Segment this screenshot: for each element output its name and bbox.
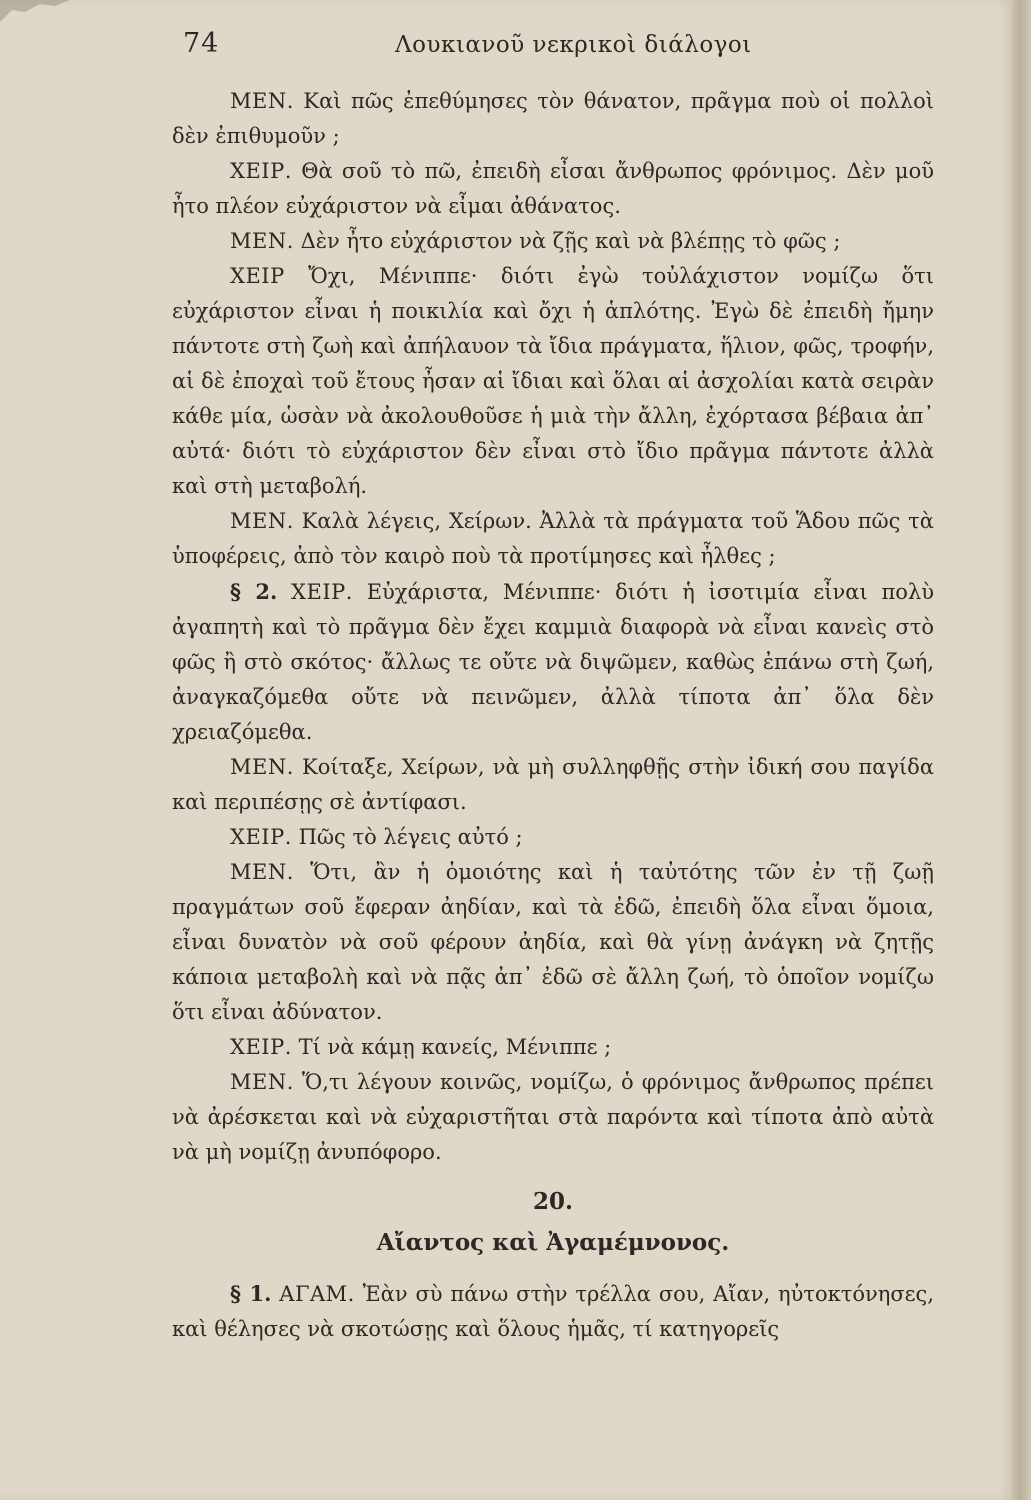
section-marker: § 1.	[230, 1281, 272, 1306]
chapter-number: 20.	[532, 1188, 573, 1215]
speaker-label: ΧΕΙΡ.	[230, 159, 292, 183]
line-text: Πῶς τὸ λέγεις αὐτό ;	[298, 825, 523, 849]
dialogue-line	[172, 1065, 934, 1170]
speaker-label: ΜΕΝ.	[230, 229, 294, 253]
line-text: Τί νὰ κάμῃ κανείς, Μένιππε ;	[298, 1035, 612, 1059]
page-edge	[1012, 0, 1031, 1500]
dialogue-line	[172, 1030, 934, 1065]
dialogue-line	[172, 224, 934, 259]
torn-corner-mark	[0, 0, 70, 30]
speaker-label: ΜΕΝ.	[230, 1070, 294, 1094]
page-number: 74	[183, 28, 220, 59]
speaker-label: ΜΕΝ.	[230, 755, 294, 779]
dialogue-line	[172, 855, 934, 1030]
dialogue-line	[172, 1276, 934, 1347]
page-header	[0, 28, 1012, 68]
speaker-label: ΧΕΙΡ.	[230, 825, 292, 849]
dialogue-line	[172, 504, 934, 574]
dialogue-line	[172, 574, 934, 750]
dialogue-19	[172, 84, 934, 1170]
line-text: Καλὰ λέγεις, Χείρων. Ἀλλὰ τὰ πράγματα τοῦ Ἅδου πῶς τὰ ὑποφέρεις, ἀπὸ τὸν καιρὸ ποὺ τὰ προτίμησες καὶ ἦλθες ;	[172, 509, 934, 568]
line-text: Καὶ πῶς ἐπεθύμησες τὸν θάνατον, πρᾶγμα ποὺ οἱ πολλοὶ δὲν ἐπιθυμοῦν ;	[172, 89, 934, 148]
speaker-label: ΜΕΝ.	[230, 509, 294, 533]
line-text: Δὲν ἦτο εὐχάριστον νὰ ζῇς καὶ νὰ βλέπῃς τὸ φῶς ;	[300, 229, 841, 253]
dialogue-line	[172, 84, 934, 154]
line-text: Ἐὰν σὺ πάνω στὴν τρέλλα σου, Αἴαν, ηὐτοκτόνησες, καὶ θέλησες νὰ σκοτώσῃς καὶ ὅλους ἡμᾶς, τί κατηγορεῖς	[172, 1282, 934, 1341]
speaker-label: ΜΕΝ.	[230, 89, 294, 113]
chapter-title: Αἴαντος καὶ Ἀγαμέμνονος.	[376, 1229, 730, 1256]
line-text: Ὅτι, ἂν ἡ ὁμοιότης καὶ ἡ ταὐτότης τῶν ἐν τῇ ζωῇ πραγμάτων σοῦ ἔφεραν ἀηδίαν, καὶ τὰ ἐδῶ, ἐπειδὴ ὅλα εἶναι ὅμοια, εἶναι δυνατὸν νὰ σοῦ φέρουν ἀηδία, καὶ θὰ γίνῃ ἀνάγκη νὰ ζητῇς κάποια μεταβολὴ καὶ νὰ πᾷς ἀπ᾽ ἐδῶ σὲ ἄλλη ζωή, τὸ ὁποῖον νομίζω ὅτι εἶναι ἀδύνατον.	[172, 860, 934, 1024]
dialogue-20	[172, 1276, 934, 1347]
section-marker: § 2.	[230, 579, 278, 604]
line-text: Ὅ,τι λέγουν κοινῶς, νομίζω, ὁ φρόνιμος ἄνθρωπος πρέπει νὰ ἀρέσκεται καὶ νὰ εὐχαριστῆται στὰ παρόντα καὶ τίποτα ἀπὸ αὐτὰ νὰ μὴ νομίζῃ ἀνυπόφορο.	[172, 1070, 934, 1164]
dialogue-line	[172, 259, 934, 504]
running-title: Λουκιανοῦ νεκρικοὶ διάλογοι	[395, 32, 752, 58]
line-text: Ὄχι, Μένιππε· διότι ἐγὼ τοὐλάχιστον νομίζω ὅτι εὐχάριστον εἶναι ἡ ποικιλία καὶ ὄχι ἡ ἁπλότης. Ἐγὼ δὲ ἐπειδὴ ἤμην πάντοτε στὴ ζωὴ καὶ ἀπήλαυον τὰ ἴδια πράγματα, ἥλιον, φῶς, τροφήν, αἱ δὲ ἐποχαὶ τοῦ ἔτους ἦσαν αἱ ἴδιαι καὶ ὅλαι αἱ ἀσχολίαι κατὰ σειρὰν κάθε μία, ὡσὰν νὰ ἀκολουθοῦσε ἡ μιὰ τὴν ἄλλη, ἐχόρτασα βέβαια ἀπ᾽ αὐτά· διότι τὸ εὐχάριστον δὲν εἶναι στὸ ἴδιο πρᾶγμα πάντοτε ἀλλὰ καὶ στὴ μεταβολή.	[172, 264, 934, 498]
speaker-label: ΧΕΙΡ.	[230, 1035, 292, 1059]
dialogue-line	[172, 820, 934, 855]
speaker-label: ΜΕΝ.	[230, 860, 294, 884]
dialogue-line	[172, 154, 934, 224]
speaker-label: ΧΕΙΡ	[230, 264, 285, 288]
line-text: Εὐχάριστα, Μένιππε· διότι ἡ ἰσοτιμία εἶναι πολὺ ἀγαπητὴ καὶ τὸ πρᾶγμα δὲν ἔχει καμμιὰ διαφορὰ νὰ εἶναι κανεὶς στὸ φῶς ἢ στὸ σκότος· ἄλλως τε οὔτε νὰ διψῶμεν, καθὼς ἐπάνω στὴ ζωή, ἀναγκαζόμεθα οὔτε νὰ πεινῶμεν, ἀλλὰ τίποτα ἀπ᾽ ὅλα δὲν χρειαζόμεθα.	[172, 580, 934, 744]
dialogue-line	[172, 750, 934, 820]
line-text: Κοίταξε, Χείρων, νὰ μὴ συλληφθῇς στὴν ἰδική σου παγίδα καὶ περιπέσῃς σὲ ἀντίφασι.	[172, 755, 934, 814]
speaker-label: ΧΕΙΡ.	[291, 580, 353, 604]
speaker-label: ΑΓΑΜ.	[279, 1282, 355, 1306]
line-text: Θὰ σοῦ τὸ πῶ, ἐπειδὴ εἶσαι ἄνθρωπος φρόνιμος. Δὲν μοῦ ἦτο πλέον εὐχάριστον νὰ εἶμαι ἀθάνατος.	[172, 159, 934, 218]
page-text	[172, 84, 934, 1347]
